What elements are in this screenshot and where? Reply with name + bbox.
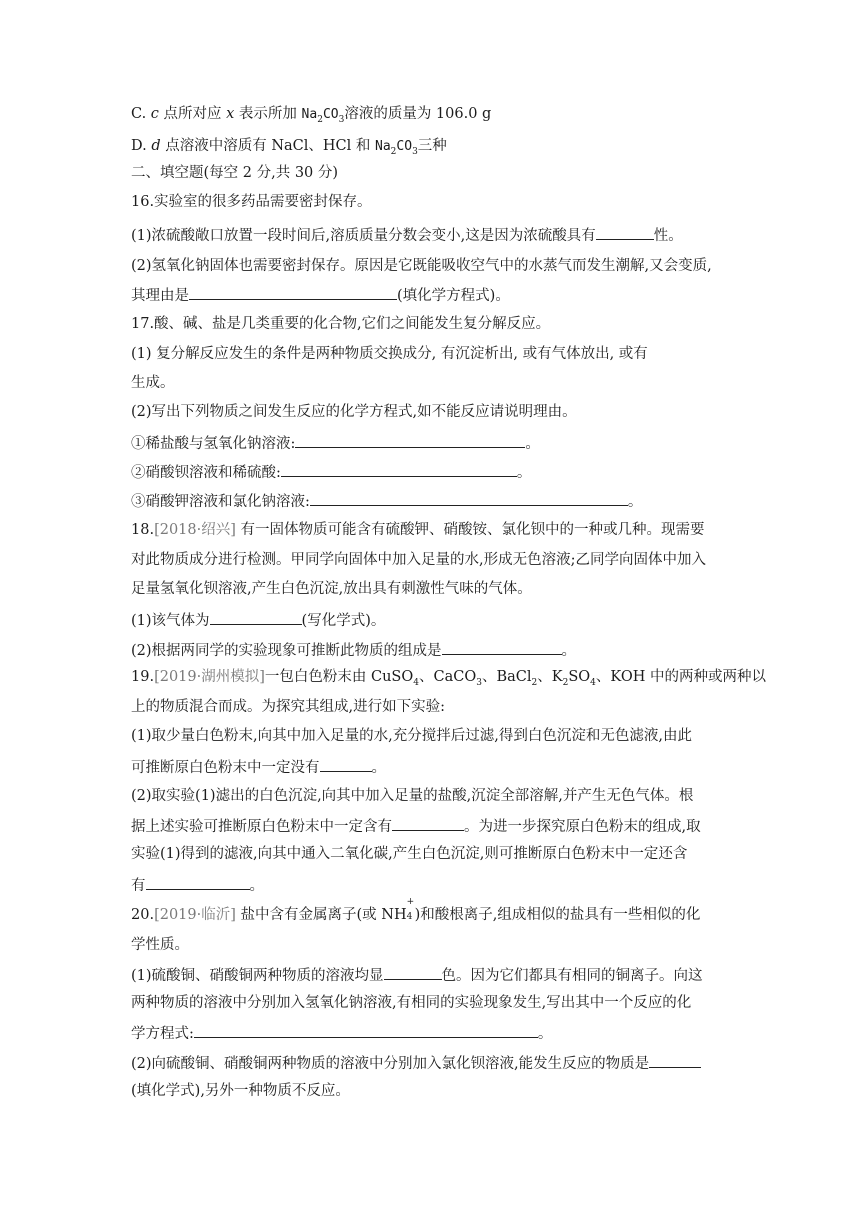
q19-text: SO: [568, 669, 591, 685]
q19-number: 19.: [131, 669, 155, 685]
q16-p1-suffix: 性。: [653, 228, 683, 244]
formula: Na: [375, 139, 391, 154]
option-d-prefix: D.: [131, 138, 152, 154]
q19-text: 、BaCl: [481, 669, 532, 685]
q17-item3-text: ③硝酸钾溶液和氯化钠溶液:: [131, 494, 310, 510]
q16-p2-text: 其理由是: [131, 288, 189, 304]
q20-number: 20.: [131, 907, 155, 923]
q19-text: 、KOH 中的两种或两种以: [595, 669, 766, 685]
q20-part2-line1: [131, 1052, 701, 1074]
answer-blank[interactable]: [649, 1052, 701, 1068]
subscript: 3: [476, 677, 482, 688]
option-d: [131, 136, 447, 157]
q18-p1-suffix: (写化学式)。: [301, 613, 386, 629]
q17-item1-text: ①稀盐酸与氢氧化钠溶液:: [131, 436, 296, 452]
q16-part1: [131, 224, 683, 246]
q18-line1: [131, 520, 705, 540]
q19-part2-line4: [131, 874, 264, 896]
answer-blank[interactable]: [310, 490, 628, 506]
q18-number: 18.: [131, 522, 155, 538]
q17-stem: 17.酸、碱、盐是几类重要的化合物,它们之间能发生复分解反应。: [131, 316, 551, 332]
q20-line1: [131, 897, 701, 925]
q19-text: 、K: [537, 669, 563, 685]
q20-line2: 学性质。: [131, 937, 189, 953]
answer-blank[interactable]: [194, 1022, 538, 1038]
q19-text: 、CaCO: [419, 669, 477, 685]
period: 。: [371, 760, 386, 776]
q17-item3: [131, 490, 642, 512]
q17-part1-line2: 生成。: [131, 375, 175, 391]
q18-source: [2018·绍兴]: [154, 522, 236, 538]
option-d-var: d: [151, 138, 161, 154]
option-c-prefix: C.: [131, 106, 151, 122]
option-c-text: 点所对应: [158, 106, 227, 122]
q20-part2-line2: (填化学式),另外一种物质不反应。: [131, 1083, 350, 1099]
q19-p2-text3: 有: [131, 878, 146, 894]
subscript: 2: [317, 114, 323, 125]
subscript: 3: [412, 146, 418, 157]
period: 。: [561, 643, 577, 659]
q20-p1-text2: 色。因为它们都具有相同的铜离子。向这: [441, 968, 703, 984]
q18-part1: [131, 609, 385, 631]
period: 。: [627, 494, 643, 510]
subscript: 2: [562, 677, 569, 688]
option-d-text: 点溶液中溶质有 NaCl、HCl 和: [160, 138, 376, 154]
subscript: 2: [390, 146, 397, 157]
section-heading: 二、填空题(每空 2 分,共 30 分): [131, 165, 339, 181]
q19-part2-line3: 实验(1)得到的滤液,向其中通入二氧化碳,产生白色沉淀,则可推断原白色粉末中一定还含: [131, 846, 688, 862]
q16-p2-suffix: (填化学方程式)。: [397, 288, 510, 304]
subscript: 2: [531, 677, 538, 688]
q16-p1-text: (1)浓硫酸敞口放置一段时间后,溶质质量分数会变小,这是因为浓硫酸具有: [131, 228, 596, 244]
q20-part1-line2: 两种物质的溶液中分别加入氢氧化钠溶液,有相同的实验现象发生,写出其中一个反应的化: [131, 995, 692, 1011]
q17-part2: (2)写出下列物质之间发生反应的化学方程式,如不能反应请说明理由。: [131, 404, 577, 420]
q18-p1-text: (1)该气体为: [131, 613, 210, 629]
q19-line2: 上的物质混合而成。为探究其组成,进行如下实验:: [131, 699, 445, 715]
q19-line1: [131, 667, 766, 687]
q18-line3: 足量氢氧化钡溶液,产生白色沉淀,放出具有刺激性气味的气体。: [131, 581, 532, 597]
period: 。: [516, 465, 532, 481]
period: 。: [249, 878, 264, 894]
q19-part2-line2: [131, 815, 701, 837]
q18-part2: [131, 639, 576, 661]
answer-blank[interactable]: [384, 964, 442, 980]
q19-part1-line2: [131, 756, 386, 778]
subscript: 4: [413, 677, 419, 688]
period: 。: [537, 1026, 553, 1042]
answer-blank[interactable]: [210, 609, 302, 625]
period: 。: [525, 436, 540, 452]
option-d-text2: 三种: [417, 138, 447, 154]
q16-part2-line2: [131, 284, 510, 306]
q20-source: [2019·临沂]: [154, 907, 236, 923]
formula: Na: [301, 107, 318, 122]
q16-part2-line1: (2)氢氧化钠固体也需要密封保存。原因是它既能吸收空气中的水蒸气而发生潮解,又会变质,: [131, 258, 712, 274]
option-c: [131, 104, 491, 125]
answer-blank[interactable]: [295, 432, 525, 448]
q20-text2: )和酸根离子,组成相似的盐具有一些相似的化: [414, 907, 701, 923]
q20-text: 盐中含有金属离子(或 NH: [235, 907, 407, 923]
q20-p2-text: (2)向硫酸铜、硝酸铜两种物质的溶液中分别加入氯化钡溶液,能发生反应的物质是: [131, 1056, 650, 1072]
q16-stem: 16.实验室的很多药品需要密封保存。: [131, 194, 372, 210]
q19-source: [2019·湖州模拟]: [154, 669, 265, 685]
formula: CO: [322, 107, 339, 122]
option-c-text3: 溶液的质量为 106.0 g: [344, 106, 492, 122]
answer-blank[interactable]: [189, 284, 397, 300]
q19-p1-text: 可推断原白色粉末中一定没有: [131, 760, 320, 776]
ion-charge: + 4: [406, 897, 415, 922]
q20-p1-text3: 学方程式:: [131, 1026, 194, 1042]
answer-blank[interactable]: [442, 639, 562, 655]
answer-blank[interactable]: [146, 874, 250, 890]
q19-part2-line1: (2)取实验(1)滤出的白色沉淀,向其中加入足量的盐酸,沉淀全部溶解,并产生无色气体。根: [131, 788, 694, 804]
formula: CO: [396, 139, 413, 154]
answer-blank[interactable]: [596, 224, 654, 240]
q17-item2-text: ②硝酸钡溶液和稀硫酸:: [131, 465, 281, 481]
q17-item2: [131, 461, 531, 483]
option-c-text2: 表示所加: [234, 106, 302, 122]
answer-blank[interactable]: [320, 756, 372, 772]
q19-text: 一包白色粉末由 CuSO: [264, 669, 414, 685]
q19-part1-line1: (1)取少量白色粉末,向其中加入足量的水,充分搅拌后过滤,得到白色沉淀和无色滤液,由此: [131, 728, 692, 744]
subscript: 3: [338, 114, 345, 125]
option-c-var: c: [150, 106, 159, 122]
answer-blank[interactable]: [392, 815, 464, 831]
q20-part1-line1: [131, 964, 703, 986]
answer-blank[interactable]: [281, 461, 517, 477]
q18-line2: 对此物质成分进行检测。甲同学向固体中加入足量的水,形成无色溶液;乙同学向固体中加入: [131, 552, 706, 568]
q19-p2-text2: 。为进一步探究原白色粉末的组成,取: [464, 819, 701, 835]
q17-item1: [131, 432, 540, 454]
q20-part1-line3: [131, 1022, 552, 1044]
q19-p2-text: 据上述实验可推断原白色粉末中一定含有: [131, 819, 392, 835]
q18-text: 有一固体物质可能含有硫酸钾、硝酸铵、氯化钡中的一种或几种。现需要: [235, 522, 705, 538]
q20-p1-text: (1)硫酸铜、硝酸铜两种物质的溶液均显: [131, 968, 384, 984]
option-c-x: x: [226, 106, 235, 122]
subscript: 4: [590, 677, 596, 688]
q18-p2-text: (2)根据两同学的实验现象可推断此物质的组成是: [131, 643, 442, 659]
q17-part1-line1: (1) 复分解反应发生的条件是两种物质交换成分, 有沉淀析出, 或有气体放出, 或有: [131, 346, 648, 362]
